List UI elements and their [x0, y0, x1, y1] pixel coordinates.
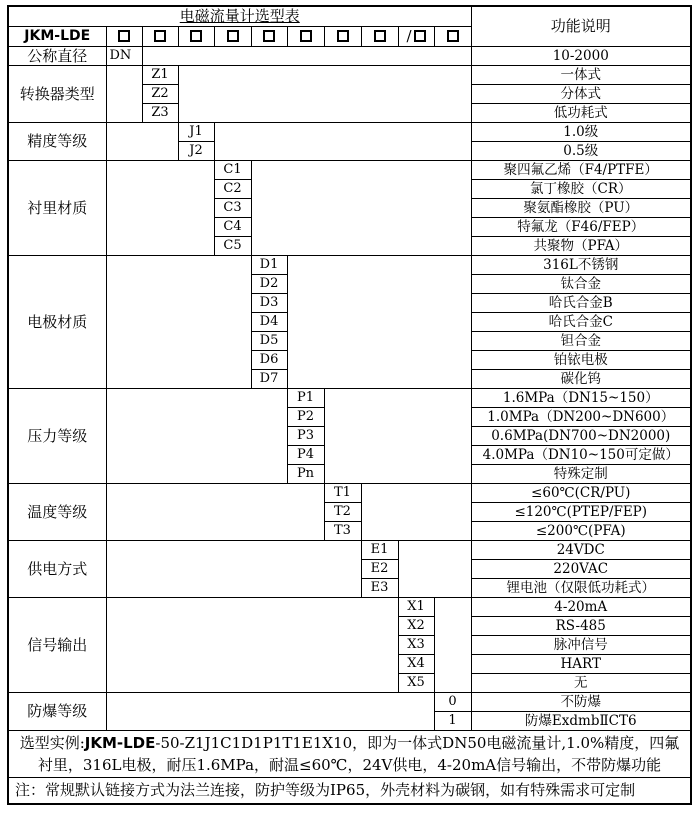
model-checkbox-cell-4 [214, 26, 251, 46]
code-cell-z3: Z3 [142, 103, 178, 122]
empty-cell [214, 122, 471, 160]
function-cell: 无 [471, 673, 691, 692]
function-cell: 聚四氟乙烯（F4/PTFE） [471, 160, 691, 179]
function-cell: 铂铱电极 [471, 350, 691, 369]
function-cell: 钛合金 [471, 274, 691, 293]
code-cell-d3: D3 [251, 293, 287, 312]
function-cell: 316L不锈钢 [471, 255, 691, 274]
model-checkbox-cell-2 [142, 26, 178, 46]
checkbox-icon [190, 30, 202, 42]
function-cell: 分体式 [471, 84, 691, 103]
function-cell: 10-2000 [471, 46, 691, 65]
code-cell-0: 0 [434, 692, 471, 711]
function-cell: 特氟龙（F46/FEP） [471, 217, 691, 236]
footnote: 注：常规默认链接方式为法兰连接，防护等级为IP65，外壳材料为碳钢，如有特殊需求可定制 [8, 777, 691, 804]
function-cell: 氯丁橡胶（CR） [471, 179, 691, 198]
empty-cell [106, 65, 142, 122]
section-power-supply [8, 540, 691, 559]
empty-cell [287, 255, 471, 388]
code-cell-j2: J2 [178, 141, 214, 160]
function-cell: 锂电池（仅限低功耗式） [471, 578, 691, 597]
code-cell-d7: D7 [251, 369, 287, 388]
empty-cell [106, 692, 434, 730]
empty-cell [251, 160, 471, 255]
model-prefix: JKM-LDE [8, 26, 106, 46]
function-cell: 聚氨酯橡胶（PU） [471, 198, 691, 217]
checkbox-icon [374, 30, 386, 42]
code-cell-p3: P3 [287, 426, 324, 445]
example-model-code: JKM-LDE [84, 733, 156, 752]
code-cell-c1: C1 [214, 160, 251, 179]
empty-cell [106, 255, 251, 388]
code-cell-c4: C4 [214, 217, 251, 236]
function-cell: 24VDC [471, 540, 691, 559]
code-cell-c2: C2 [214, 179, 251, 198]
checkbox-icon [263, 30, 275, 42]
section-electrode-material [8, 255, 691, 274]
model-checkbox-cell-10 [434, 26, 471, 46]
code-cell-e3: E3 [361, 578, 398, 597]
checkbox-icon [118, 30, 130, 42]
model-checkbox-cell-9 [398, 26, 434, 46]
section-lining-material [8, 160, 691, 179]
empty-cell [106, 160, 214, 255]
title-row [8, 6, 691, 26]
example-description: -50-Z1J1C1D1P1T1E1X10，即为一体式DN50电磁流量计,1.0%精度，四氟衬里，316L电极，耐压1.6MPa，耐温≤60℃，24V供电，4-20mA信号输出，不带防爆功能 [37, 733, 680, 774]
function-cell: 共聚物（PFA） [471, 236, 691, 255]
function-cell: 低功耗式 [471, 103, 691, 122]
empty-cell [106, 388, 287, 483]
code-cell-e2: E2 [361, 559, 398, 578]
code-cell-c3: C3 [214, 198, 251, 217]
empty-cell [142, 46, 471, 65]
slash-separator: / [406, 27, 412, 45]
function-cell: 钽合金 [471, 331, 691, 350]
code-cell-j1: J1 [178, 122, 214, 141]
function-cell: 碳化钨 [471, 369, 691, 388]
code-cell-x4: X4 [398, 654, 434, 673]
code-cell-x3: X3 [398, 635, 434, 654]
function-cell: ≤60℃(CR/PU) [471, 483, 691, 502]
note-row [8, 777, 691, 804]
code-cell-x5: X5 [398, 673, 434, 692]
model-checkbox-cell-3 [178, 26, 214, 46]
section-signal-output [8, 597, 691, 616]
empty-cell [361, 483, 471, 540]
function-cell: ≤120℃(PTEP/FEP) [471, 502, 691, 521]
model-checkbox-cell-8 [361, 26, 398, 46]
empty-cell [434, 597, 471, 692]
checkbox-icon [154, 30, 166, 42]
checkbox-icon [227, 30, 239, 42]
function-cell: 1.0MPa（DN200~DN600） [471, 407, 691, 426]
code-cell-t2: T2 [324, 502, 361, 521]
model-checkbox-cell-5 [251, 26, 287, 46]
section-label-accuracy-class: 精度等级 [8, 122, 106, 160]
section-label-converter-type: 转换器类型 [8, 65, 106, 122]
section-label-power-supply: 供电方式 [8, 540, 106, 597]
function-cell: RS-485 [471, 616, 691, 635]
code-cell-z1: Z1 [142, 65, 178, 84]
code-cell-d2: D2 [251, 274, 287, 293]
code-cell-dn: DN [106, 46, 142, 65]
code-cell-p1: P1 [287, 388, 324, 407]
empty-cell [324, 388, 471, 483]
code-cell-t1: T1 [324, 483, 361, 502]
checkbox-icon [300, 30, 312, 42]
checkbox-icon [414, 30, 426, 42]
model-checkbox-cell-1 [106, 26, 142, 46]
code-cell-d5: D5 [251, 331, 287, 350]
function-cell: 哈氏合金B [471, 293, 691, 312]
section-label-explosion-proof: 防爆等级 [8, 692, 106, 730]
function-cell: 1.0级 [471, 122, 691, 141]
code-cell-d6: D6 [251, 350, 287, 369]
function-cell: 0.6MPa(DN700~DN2000) [471, 426, 691, 445]
function-cell: 4.0MPa（DN10~150可定做） [471, 445, 691, 464]
function-cell: 特殊定制 [471, 464, 691, 483]
model-checkbox-cell-7 [324, 26, 361, 46]
empty-cell [398, 540, 471, 597]
function-cell: 0.5级 [471, 141, 691, 160]
empty-cell [178, 65, 471, 122]
model-checkbox-cell-6 [287, 26, 324, 46]
code-cell-p2: P2 [287, 407, 324, 426]
selection-example [8, 730, 691, 777]
section-nominal-diameter [8, 46, 691, 65]
code-cell-d1: D1 [251, 255, 287, 274]
empty-cell [106, 540, 361, 597]
code-cell-d4: D4 [251, 312, 287, 331]
function-cell: 一体式 [471, 65, 691, 84]
code-cell-e1: E1 [361, 540, 398, 559]
checkbox-icon [337, 30, 349, 42]
function-cell: 1.6MPa（DN15~150） [471, 388, 691, 407]
section-explosion-proof-rating [8, 692, 691, 711]
section-label-pressure-rating: 压力等级 [8, 388, 106, 483]
section-label-signal-output: 信号输出 [8, 597, 106, 692]
empty-cell [106, 483, 324, 540]
function-cell: 不防爆 [471, 692, 691, 711]
function-cell: 220VAC [471, 559, 691, 578]
function-cell: ≤200℃(PFA) [471, 521, 691, 540]
code-cell-p4: P4 [287, 445, 324, 464]
code-cell-pn: Pn [287, 464, 324, 483]
code-cell-x2: X2 [398, 616, 434, 635]
section-converter-type [8, 65, 691, 84]
example-row [8, 730, 691, 777]
section-accuracy-class [8, 122, 691, 141]
section-temperature-rating [8, 483, 691, 502]
function-cell: HART [471, 654, 691, 673]
code-cell-z2: Z2 [142, 84, 178, 103]
checkbox-icon [447, 30, 459, 42]
code-cell-c5: C5 [214, 236, 251, 255]
section-label-lining-material: 衬里材质 [8, 160, 106, 255]
section-label-electrode-material: 电极材质 [8, 255, 106, 388]
section-label-nominal-diameter: 公称直径 [8, 46, 106, 65]
function-cell: 4-20mA [471, 597, 691, 616]
code-cell-t3: T3 [324, 521, 361, 540]
section-label-temperature-rating: 温度等级 [8, 483, 106, 540]
page-title: 电磁流量计选型表 [8, 6, 471, 26]
empty-cell [106, 122, 178, 160]
code-cell-1: 1 [434, 711, 471, 730]
function-cell: 哈氏合金C [471, 312, 691, 331]
function-header: 功能说明 [471, 6, 691, 46]
selection-table [7, 5, 692, 805]
section-pressure-rating [8, 388, 691, 407]
code-cell-x1: X1 [398, 597, 434, 616]
empty-cell [106, 597, 398, 692]
function-cell: 脉冲信号 [471, 635, 691, 654]
function-cell: 防爆ExdmbⅡCT6 [471, 711, 691, 730]
example-label: 选型实例: [19, 733, 85, 752]
